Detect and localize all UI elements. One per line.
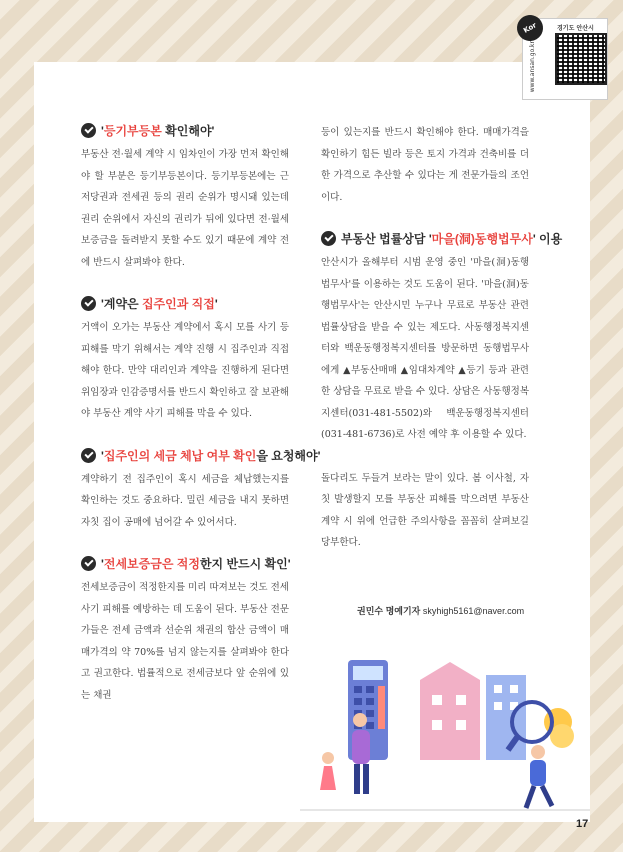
page-number: 17 [576, 818, 589, 830]
heading-text [101, 122, 214, 139]
heading-highlight: 마을(洞)동행법무사 [431, 232, 533, 246]
qr-code-icon[interactable] [555, 33, 607, 85]
heading-text [101, 295, 218, 312]
check-circle-icon [81, 123, 96, 138]
section-body: 거액이 오가는 부동산 계약에서 혹시 모를 사기 등 피해를 막기 위해서는 계약 진행 시 집주인과 직접 해야 한다. 만약 대리인과 계약을 진행하게 된다면 위임장과 인감증명서를 반드시 확인하고 잘 보관해야 부동산 계약 사기 피해를 막을 수 있다. [81, 322, 289, 419]
section-heading [81, 295, 289, 312]
heading-part: 한지 반드시 확인' [199, 557, 291, 571]
left-column [81, 122, 321, 706]
city-badge-icon: Kor [512, 10, 548, 46]
reporter-email[interactable]: skyhigh5161@naver.com [422, 606, 525, 616]
heading-text [101, 555, 291, 572]
qr-label: 경기도 안산시 [557, 25, 594, 32]
section-heading-legal-consult [321, 230, 563, 247]
heading-highlight: 집주인과 직접 [141, 297, 215, 311]
heading-part: '계약은 [101, 297, 142, 311]
reporter-name: 권민수 명예기자 [357, 606, 421, 616]
section-heading [81, 555, 289, 572]
check-circle-icon [81, 296, 96, 311]
heading-highlight: 등기부등본 [103, 124, 162, 138]
heading-highlight: 전세보증금은 적정 [103, 557, 200, 571]
qr-box [522, 18, 608, 100]
qr-url-text: www.ansan.go.kr [529, 41, 536, 93]
section-body: 계약하기 전 집주인이 혹시 세금을 체납했는지를 확인하는 것도 중요하다. 밀린 세금을 내지 못하면 자칫 집이 공매에 넘어갈 수 있어서다. [81, 473, 289, 528]
heading-text [341, 230, 562, 247]
heading-part: ' [101, 448, 104, 463]
heading-part: 부동산 법률상담 ' [341, 232, 432, 246]
right-intro-text: 등이 있는지를 반드시 확인해야 한다. 매매가격을 확인하기 힘든 빌라 등은 토지 가격과 건축비를 더한 가격으로 추산할 수 있다는 게 전문가들의 조언이다. [321, 127, 529, 203]
heading-part: ' [214, 297, 218, 311]
section-body: 전세보증금이 적정한지를 미리 따져보는 것도 전세 사기 피해를 예방하는 데 도움이 된다. 부동산 전문가들은 전세 금액과 선순위 채권의 합산 금액이 매매가격의 약 70%를 넘지 않는지를 살펴봐야 한다고 권고한다. 법률적으로 전세금보다 앞 순위에 있는 채권 [81, 582, 289, 701]
check-circle-icon [321, 231, 336, 246]
heading-highlight: 집주인의 세금 체납 여부 확인 [103, 448, 257, 463]
section-body: 부동산 전·월세 계약 시 임차인이 가장 먼저 확인해야 할 부분은 등기부등본이다. 등기부등본에는 근저당권과 전세권 등의 권리 순위가 명시돼 있는데 권리 순위에서 자신의 권리가 뒤에 있다면 전·월세 보증금을 돌려받지 못할 수도 있기 때문에 계약 전에 반드시 살펴봐야 한다. [81, 149, 289, 268]
heading-part: 을 요청해야' [256, 448, 321, 463]
check-circle-icon [81, 556, 96, 571]
heading-part: 확인해야' [161, 124, 215, 138]
heading-part: ' 이용 [532, 232, 563, 246]
closing-text: 돌다리도 두들겨 보라는 말이 있다. 봄 이사철, 자칫 발생할지 모를 부동산 피해를 막으려면 부동산 계약 시 위에 언급한 주의사항을 꼼꼼히 살펴보길 당부한다. [321, 472, 529, 548]
section-body-legal-consult: 안산시가 올해부터 시범 운영 중인 '마을(洞)동행법무사'를 이용하는 것도 도움이 된다. '마을(洞)동행법무사'는 안산시민 누구나 무료로 부동산 관련 법률상담을 받을 수 있는 제도다. 사동행정복지센터와 백운동행정복지센터를 방문하면 동행법무사에게 ▲부동산매매 ▲임대차계약 ▲등기 등과 관련한 상담을 무료로 받을 수 있다. 상담은 사동행정복지센터(031-481-5502)와 백운동행정복지센터(031-481-6736)로 사전 예약 후 이용할 수 있다. [321, 257, 529, 440]
section-heading [81, 447, 321, 464]
right-column [321, 122, 563, 554]
real-estate-illustration [300, 640, 590, 820]
check-circle-icon [81, 448, 96, 463]
heading-text [101, 447, 320, 464]
byline [357, 604, 524, 617]
heading-part: ' [101, 124, 104, 138]
section-heading [81, 122, 289, 139]
heading-part: ' [101, 557, 104, 571]
